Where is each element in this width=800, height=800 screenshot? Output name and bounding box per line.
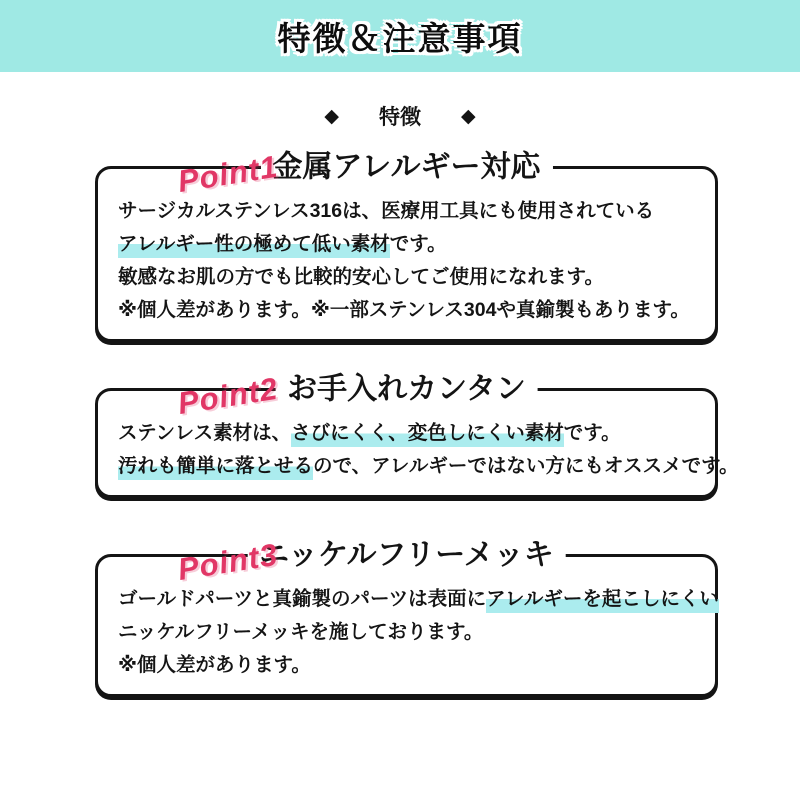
- point-label: Point1: [175, 148, 281, 200]
- point-label: Point3: [175, 536, 281, 588]
- diamond-right-icon: ◆: [461, 105, 476, 127]
- text-segment: ※個人差があります。: [118, 654, 311, 676]
- point-title: ニッケルフリーメッキ: [247, 541, 566, 571]
- sections-container: [0, 148, 800, 697]
- text-line: [118, 195, 697, 228]
- features-heading: [0, 102, 800, 130]
- text-segment: です。: [389, 233, 447, 255]
- text-line: [118, 294, 697, 327]
- highlighted-text: アレルギー性の極めて低い素材: [118, 233, 390, 258]
- point-section-2: [95, 370, 739, 498]
- page-title: 特徴＆注意事項: [277, 19, 523, 57]
- point-section-1: [95, 148, 718, 342]
- text-segment: ゴールドパーツと真鍮製のパーツは表面に: [118, 588, 487, 610]
- text-line: [118, 261, 697, 294]
- highlighted-text: アレルギーを起こしにくい: [486, 588, 719, 613]
- point-section-3: [95, 536, 719, 697]
- text-segment: 敏感なお肌の方でも比較的安心してご使用になれます。: [118, 266, 604, 288]
- text-segment: です。: [563, 422, 621, 444]
- text-line: [118, 616, 697, 649]
- text-line: [118, 583, 719, 616]
- text-line: [118, 228, 697, 261]
- text-line: [118, 649, 697, 682]
- text-line: [118, 450, 739, 483]
- point-label: Point2: [175, 370, 281, 422]
- features-heading-label: 特徴: [379, 106, 421, 129]
- text-segment: ので、アレルギーではない方にもオススメです。: [313, 455, 739, 477]
- text-segment: サージカルステンレス316は、医療用工具にも使用されている: [118, 200, 655, 222]
- highlighted-text: 汚れも簡単に落とせる: [118, 455, 313, 480]
- highlighted-text: さびにくく、変色しにくい素材: [291, 422, 564, 447]
- point-title: お手入れカンタン: [275, 375, 538, 405]
- header-banner: [0, 0, 800, 72]
- text-segment: ※個人差があります。※一部ステンレス304や真鍮製もあります。: [118, 299, 690, 321]
- text-segment: ステンレス素材は、: [118, 422, 292, 444]
- text-segment: ニッケルフリーメッキを施しております。: [118, 621, 484, 643]
- text-line: [118, 417, 697, 450]
- point-title: 金属アレルギー対応: [260, 153, 552, 183]
- diamond-left-icon: ◆: [324, 105, 339, 127]
